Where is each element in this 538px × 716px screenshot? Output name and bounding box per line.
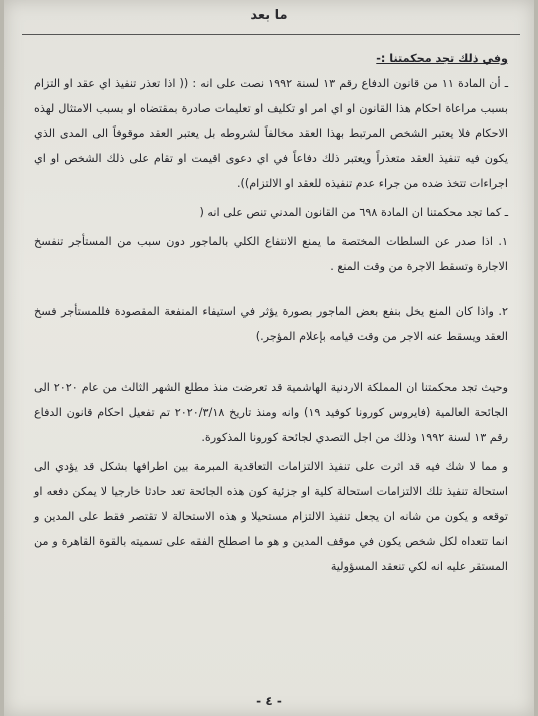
section-heading: وفي ذلك تجد محكمتنا :- [376, 52, 508, 65]
spacer [34, 349, 508, 375]
paragraph-article-698: ـ كما تجد محكمتنا ان المادة ٦٩٨ من القانون المدني تنص على انه ( [199, 206, 508, 219]
page-header: ما بعد [250, 8, 288, 23]
header-divider [22, 34, 520, 35]
paragraph-covid-context: وحيث تجد محكمتنا ان المملكة الاردنية الهاشمية قد تعرضت منذ مطلع الشهر الثالث من عام ٢٠٢٠ الى الجائحة العالمية (فايروس كورونا كوفيد ١٩) وانه ومنذ تاريخ ٢٠٢٠/٣/١٨ تم تفعيل احكام قانون الدفاع رقم ١٣ لسنة ١٩٩٢ وذلك من اجل التصدي لجائحة كورونا المذكورة. [34, 381, 508, 444]
document-page [4, 0, 534, 716]
paragraph-clause-1: ١. اذا صدر عن السلطات المختصة ما يمنع الانتفاع الكلي بالماجور دون سبب من المستأجر تنفسخ الاجارة وتسقط الاجرة من وقت المنع . [34, 235, 508, 273]
document-body [34, 46, 508, 579]
paragraph-force-majeure: و مما لا شك فيه قد اثرت على تنفيذ الالتزامات التعاقدية المبرمة بين اطرافها بشكل قد يؤدي الى استحالة تنفيذ تلك الالتزامات استحالة كلية او جزئية كون هذه الجائحة تعد حادثا خارجيا لا يمكن دفعه او توقعه و يكون من شانه ان يجعل تنفيذ الالتزام مستحيلا و هذه الاستحالة لا تقتصر فقط على المدين و انما تتعداه لكل شخص يكون في موقف المدين و هو ما اصطلح الفقه على تسميته بالقوة القاهرة و من المستقر عليه انه لكي تنعقد المسؤولية [34, 460, 508, 573]
spacer [34, 279, 508, 299]
paragraph-article-11: ـ أن المادة ١١ من قانون الدفاع رقم ١٣ لسنة ١٩٩٢ نصت على انه : (( اذا تعذر تنفيذ اي عقد او التزام بسبب مراعاة احكام هذا القانون او اي امر او تكليف او تعليمات صادرة بمقتضاه او بسبب الامتثال لهذه الاحكام فلا يعتبر الشخص المرتبط بهذا العقد مخالفاً لشروطه بل يعتبر العقد موقوفاً الى المدى الذي يكون فيه تنفيذ العقد متعذراً ويعتبر ذلك دفاعاً في اي دعوى اقيمت او تقام على ذلك الشخص او اي اجراءات تتخذ ضده من جراء عدم تنفيذه للعقد او الالتزام)). [34, 77, 508, 190]
paragraph-clause-2: ٢. واذا كان المنع يخل بنفع بعض الماجور بصورة يؤثر في استيفاء المنفعة المقصودة فللمستأجر فسخ العقد ويسقط عنه الاجر من وقت قيامه بإعلام المؤجر.) [34, 305, 508, 343]
page-number: - ٤ - [256, 694, 282, 708]
